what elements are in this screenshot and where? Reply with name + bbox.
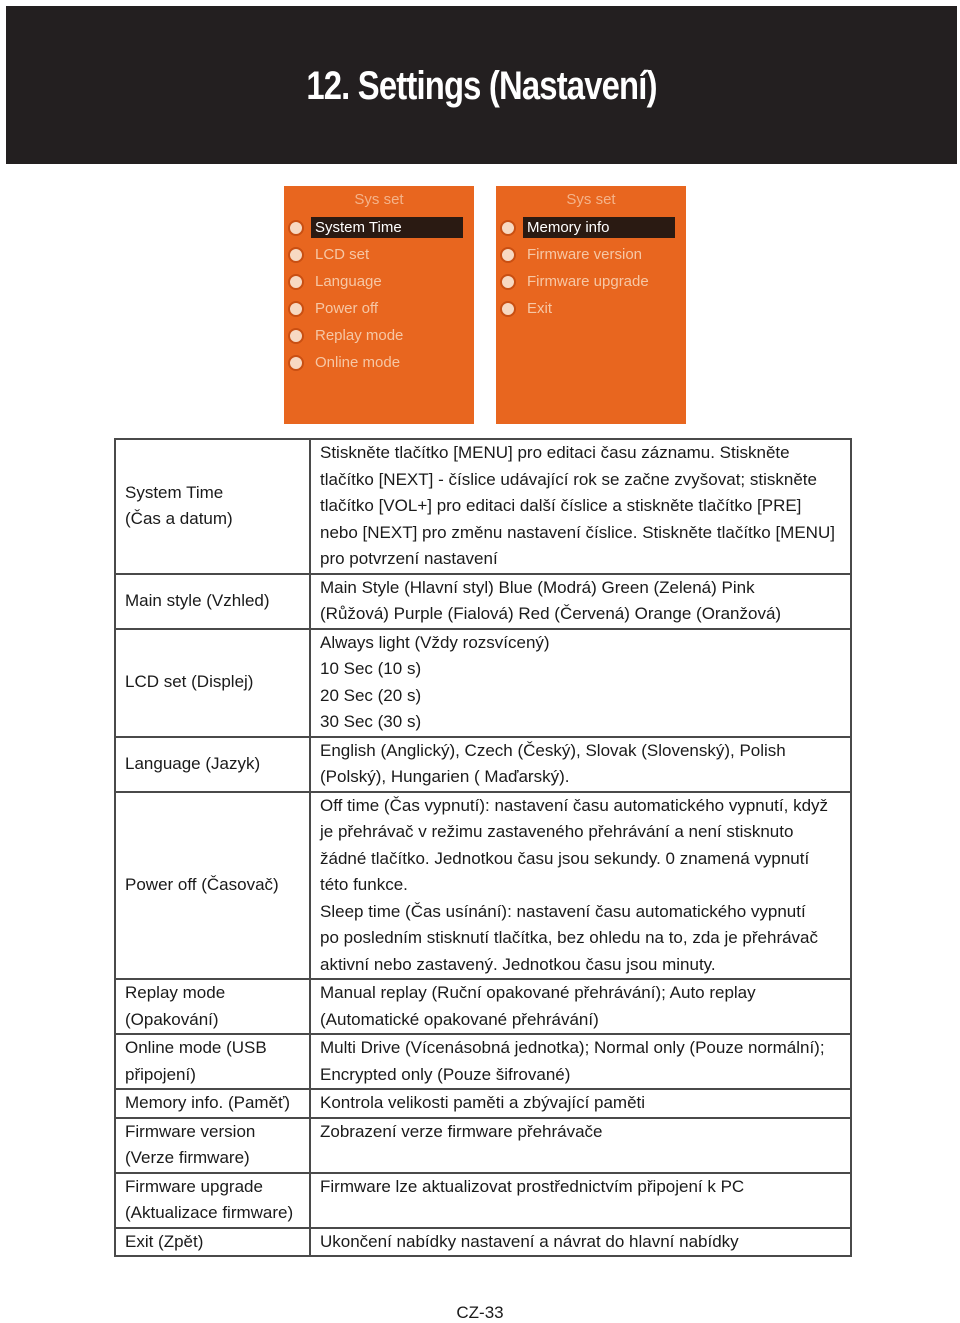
setting-description-line: žádné tlačítko. Jednotkou času jsou sekundy. 0 znamená vypnutí [320,848,810,868]
screen-menu-item [500,268,686,295]
setting-name-line: připojení) [125,1064,196,1084]
screen-menu-item [500,241,686,268]
screen-menu-item-label: Memory info [523,217,675,238]
screen-menu-item [288,214,474,241]
screen-menu-item [288,268,474,295]
screen-menu-item-label: Online mode [315,354,401,371]
page-title: 12. Settings (Nastavení) [306,64,657,108]
setting-name-line: Memory info. (Paměť) [125,1093,291,1112]
setting-description-line: po posledním stisknutí tlačítka, bez ohledu na to, zda je přehrávač [320,928,819,947]
setting-description-line: Ukončení nabídky nastavení a návrat do hlavní nabídky [320,1231,739,1251]
setting-description-line: nebo [NEXT] pro změnu nastavení číslice. Stiskněte tlačítko [MENU] [320,522,835,542]
bullet-icon [288,247,304,263]
table-row [115,1118,851,1173]
setting-name-line: Language (Jazyk) [125,753,261,773]
screen-menu-item-label: System Time [311,217,463,238]
setting-description-line: Stiskněte tlačítko [MENU] pro editaci času záznamu. Stiskněte [320,443,790,462]
setting-description-line: Multi Drive (Vícenásobná jednotka); Normal only (Pouze normální); [320,1038,825,1057]
setting-description-line: Encrypted only (Pouze šifrované) [320,1064,571,1084]
bullet-icon [500,220,516,236]
screen-menu-item [288,241,474,268]
setting-description-cell [310,1228,851,1257]
bullet-icon [288,328,304,344]
bullet-icon [500,247,516,263]
setting-name-line: Exit (Zpět) [125,1231,204,1251]
bullet-icon [500,274,516,290]
setting-description-cell [310,737,851,792]
table-row [115,1089,851,1118]
screen-menu-item-label: Language [315,273,382,290]
bullet-icon [500,301,516,317]
setting-description-line: Firmware lze aktualizovat prostřednictvím připojení k PC [320,1176,745,1196]
setting-description-line [320,1145,841,1172]
setting-name-line: LCD set (Displej) [125,672,254,692]
screen-menu-item-label: Firmware version [527,246,643,263]
setting-description-line: Kontrola velikosti paměti a zbývající paměti [320,1093,646,1112]
table-row [115,1034,851,1089]
bullet-icon [288,301,304,317]
setting-name-line: Main style (Vzhled) [125,590,270,610]
setting-name-cell [115,574,310,629]
setting-description-line: je přehrávač v režimu zastaveného přehrávání a není stisknuto [320,822,794,841]
setting-name-cell [115,1034,310,1089]
device-screen-settings-2 [496,186,686,424]
bullet-icon [288,355,304,371]
screen-menu-item [500,214,686,241]
setting-description-line: Manual replay (Ruční opakované přehrávání); Auto replay [320,983,756,1002]
screen-menu [496,214,686,322]
screen-menu-item [288,322,474,349]
setting-description-cell [310,1173,851,1228]
setting-description-line: 20 Sec (20 s) [320,685,422,705]
setting-name-line: Power off (Časovač) [125,875,279,894]
setting-description-line: (Polský), Hungarien ( Maďarský). [320,767,570,786]
setting-name-cell [115,1173,310,1228]
screen-menu-item-label: Power off [315,300,379,317]
setting-name-line: (Opakování) [125,1009,219,1029]
setting-name-cell [115,1118,310,1173]
screen-menu-item [288,295,474,322]
screen-title: Sys set [566,191,616,208]
setting-description-line: (Růžová) Purple (Fialová) Red (Červená) Orange (Oranžová) [320,604,782,623]
setting-description-cell [310,979,851,1034]
screen-menu-item [288,349,474,376]
setting-name-cell [115,1089,310,1118]
setting-name-line: System Time [125,482,224,502]
setting-description-line [320,1200,841,1227]
screen-menu-item-label: Firmware upgrade [527,273,649,290]
setting-description-cell [310,439,851,574]
setting-description-line: této funkce. [320,875,408,894]
setting-name-line: (Čas a datum) [125,509,233,529]
screen-menu-item-label: LCD set [315,246,370,263]
setting-description-line: Zobrazení verze firmware přehrávače [320,1121,603,1141]
setting-description-line: pro potvrzení nastavení [320,549,498,568]
table-row [115,737,851,792]
setting-description-cell [310,1089,851,1118]
setting-name-line: Firmware version [125,1121,256,1141]
page-header [6,6,957,164]
settings-table [114,438,852,1257]
table-row [115,1173,851,1228]
setting-description-cell [310,792,851,980]
setting-description-cell [310,1034,851,1089]
setting-name-line: (Verze firmware) [125,1148,250,1167]
setting-description-line: Sleep time (Čas usínání): nastavení času automatického vypnutí [320,901,806,921]
screen-menu-item [500,295,686,322]
setting-description-line: 10 Sec (10 s) [320,659,422,678]
setting-description-line: tlačítko [VOL+] pro editaci další číslice a stiskněte tlačítko [PRE] [320,496,802,515]
setting-description-cell [310,1118,851,1173]
bullet-icon [288,220,304,236]
screen-menu [284,214,474,376]
setting-description-line: 30 Sec (30 s) [320,712,422,731]
setting-name-cell [115,439,310,574]
setting-description-line: tlačítko [NEXT] - číslice udávající rok se začne zvyšovat; stiskněte [320,469,817,489]
table-row [115,979,851,1034]
table-row [115,1228,851,1257]
setting-name-cell [115,629,310,737]
setting-name-line: Online mode (USB [125,1038,267,1057]
setting-description-line: English (Anglický), Czech (Český), Slovak (Slovenský), Polish [320,740,786,760]
table-row [115,629,851,737]
setting-description-cell [310,629,851,737]
table-row [115,574,851,629]
setting-description-line: (Automatické opakované přehrávání) [320,1009,599,1029]
screen-menu-item-label: Exit [527,300,553,317]
setting-name-cell [115,1228,310,1257]
screen-title: Sys set [354,191,404,208]
setting-description-cell [310,574,851,629]
setting-name-cell [115,979,310,1034]
setting-description-line: Always light (Vždy rozsvícený) [320,632,550,652]
table-row [115,439,851,574]
table-row [115,792,851,980]
setting-name-cell [115,737,310,792]
device-screen-settings-1 [284,186,474,424]
setting-description-line: aktivní nebo zastavený. Jednotkou času jsou minuty. [320,954,716,974]
setting-description-line: Main Style (Hlavní styl) Blue (Modrá) Green (Zelená) Pink [320,577,755,597]
setting-description-line: Off time (Čas vypnutí): nastavení času automatického vypnutí, když [320,795,829,815]
setting-name-line: (Aktualizace firmware) [125,1203,294,1222]
screen-menu-item-label: Replay mode [315,327,404,344]
setting-name-cell [115,792,310,980]
setting-name-line: Replay mode [125,983,226,1002]
bullet-icon [288,274,304,290]
page-number: CZ-33 [456,1303,504,1322]
setting-name-line: Firmware upgrade [125,1176,263,1196]
